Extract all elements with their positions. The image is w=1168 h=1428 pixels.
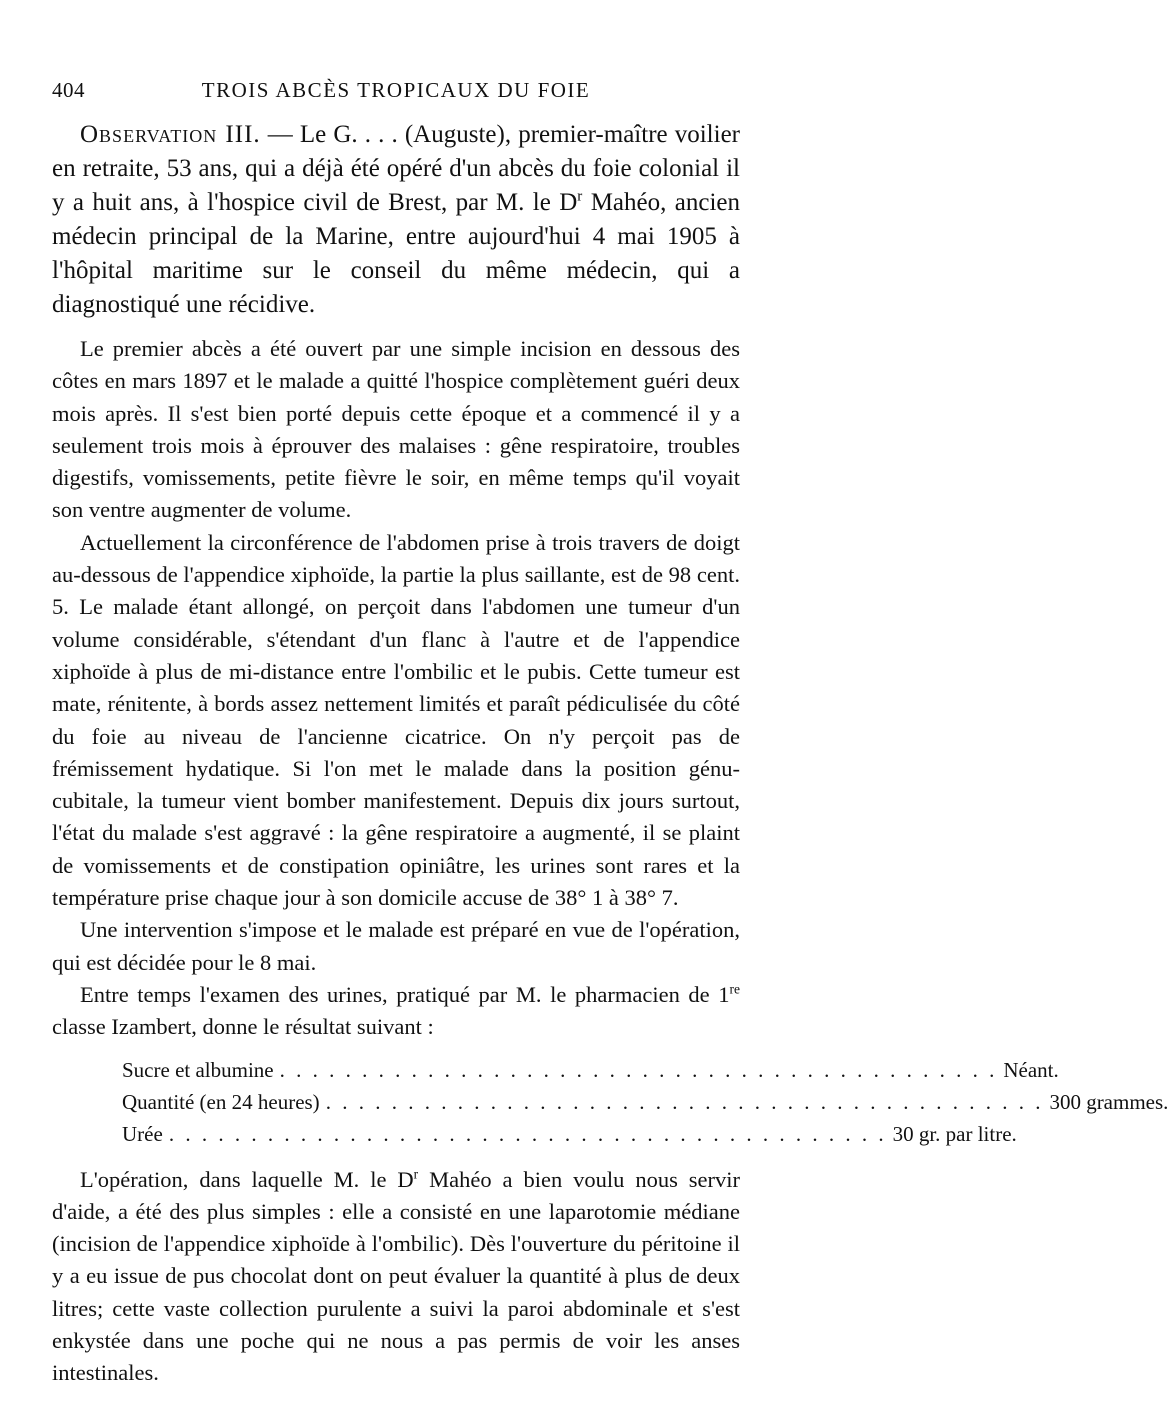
paragraph-urine-exam <box>52 979 740 1044</box>
urine-exam-text-cont: classe Izambert, donne le résultat suivant : <box>52 1014 434 1040</box>
paragraph-operation <box>52 1164 740 1390</box>
urine-exam-text: Entre temps l'examen des urines, pratiqué par M. le pharmacien de 1 <box>80 981 730 1007</box>
table-row-label: Urée <box>122 1121 163 1146</box>
leader-dots: . . . . . . . . . . . . . . . . . . . . . . . . . . . . . . . . . . . . . . . . . . . . <box>325 1089 1044 1114</box>
superscript: r <box>577 188 583 205</box>
paragraph-examination: Actuellement la circonférence de l'abdomen prise à trois travers de doigt au-dessous de l'appendice xiphoïde, la partie la plus saillante, est de 98 cent. 5. Le malade étant allongé, on perçoit dans l'abdomen une tumeur d'un volume considérable, s'étendant d'un flanc à l'autre et de l'appendice xiphoïde à plus de mi-distance entre l'ombilic et le pubis. Cette tumeur est mate, rénitente, à bords assez nettement limités et paraît pédiculisée du côté du foie au niveau de l'ancienne cicatrice. On n'y perçoit pas de frémissement hydatique. Si l'on met le malade dans la position génu-cubitale, la tumeur vient bomber manifestement. Depuis dix jours surtout, l'état du malade s'est aggravé : la gêne respiratoire a augmenté, il se plaint de vomissements et de constipation opiniâtre, les urines sont rares et la température prise chaque jour à son domicile accuse de 38° 1 à 38° 7. <box>52 529 740 911</box>
page-number: 404 <box>52 78 85 102</box>
superscript: re <box>729 981 740 997</box>
table-row-value: 30 gr. par litre. <box>892 1121 1017 1146</box>
superscript: r <box>413 1166 419 1182</box>
observation-intro-paragraph <box>52 118 740 322</box>
table-row-label: Sucre et albumine <box>122 1057 274 1082</box>
operation-text: L'opération, dans laquelle M. le D <box>80 1166 414 1192</box>
leader-dots: . . . . . . . . . . . . . . . . . . . . . . . . . . . . . . . . . . . . . . . . . . . . <box>279 1057 998 1082</box>
observation-text: — Le G. . . . (Auguste), premier-maître voilier en retraite, 53 ans, qui a déjà été opéré d'un abcès du foie colonial il y a huit ans, à l'hospice civil de Brest, par M. le D <box>52 121 740 216</box>
paragraph-first-abscess: Le premier abcès a été ouvert par une simple incision en dessous des côtes en mars 1897 et le malade a quitté l'hospice complètement guéri deux mois après. Il s'est bien porté depuis cette époque et a commencé il y a seulement trois mois à éprouver des malaises : gêne respiratoire, troubles digestifs, vomissements, petite fièvre le soir, en même temps qu'il voyait son ventre augmenter de volume. <box>52 336 740 523</box>
table-row <box>122 1118 1017 1150</box>
running-title: TROIS ABCÈS TROPICAUX DU FOIE <box>201 78 591 102</box>
urine-results-table <box>122 1054 1168 1150</box>
leader-dots: . . . . . . . . . . . . . . . . . . . . . . . . . . . . . . . . . . . . . . . . . . . . <box>168 1121 887 1146</box>
table-row-value: Néant. <box>1003 1057 1059 1082</box>
running-header <box>52 78 740 108</box>
page-body <box>52 118 1168 1390</box>
table-row <box>122 1086 1168 1118</box>
table-row-value: 300 grammes. <box>1049 1089 1168 1114</box>
table-row-label: Quantité (en 24 heures) <box>122 1089 320 1114</box>
operation-text-cont: Mahéo a bien voulu nous servir d'aide, a été des plus simples : elle a consisté en une laparotomie médiane (incision de l'appendice xiphoïde à l'ombilic). Dès l'ouverture du péritoine il y a eu issue de pus chocolat dont on peut évaluer la quantité à plus de deux litres; cette vaste collection purulente a suivi la paroi abdominale et s'est enkystée dans une poche qui ne nous a pas permis de voir les anses intestinales. <box>52 1166 740 1386</box>
table-row <box>122 1054 1059 1086</box>
observation-text-cont: Mahéo, ancien médecin principal de la Marine, entre aujourd'hui 4 mai 1905 à l'hôpital maritime sur le conseil du même médecin, qui a diagnostiqué une récidive. <box>52 189 740 318</box>
paragraph-intervention: Une intervention s'impose et le malade est préparé en vue de l'opération, qui est décidée pour le 8 mai. <box>52 917 740 975</box>
observation-label: Observation III. <box>80 121 261 148</box>
